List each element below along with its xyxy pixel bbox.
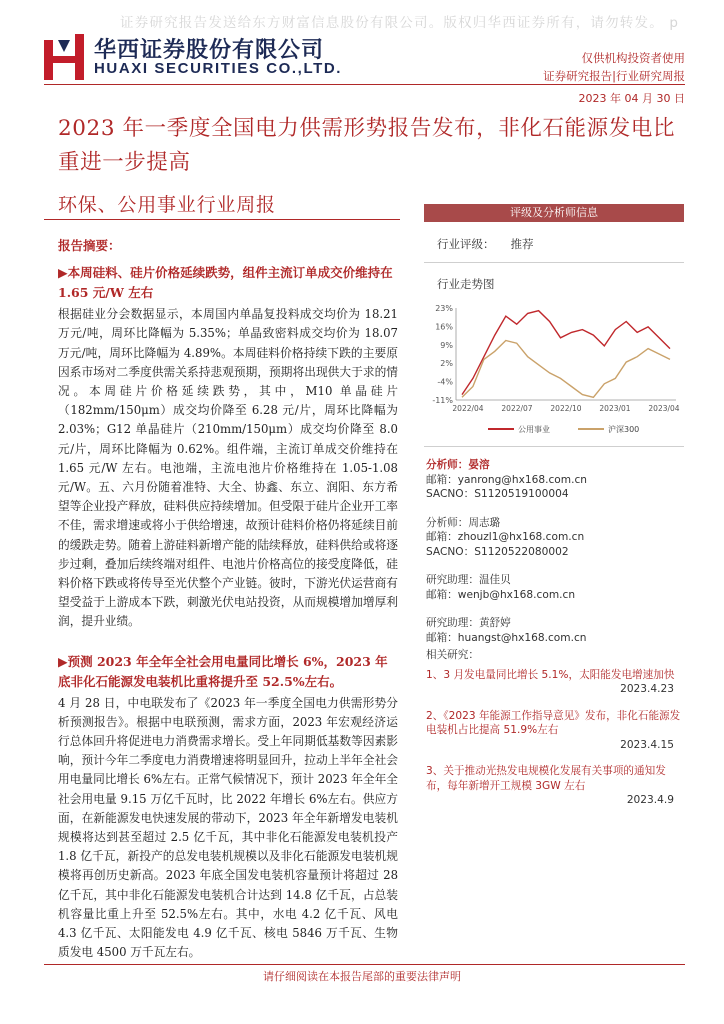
assistant-email[interactable]: 邮箱：huangst@hx168.com.cn (426, 631, 587, 644)
y-tick-label: -11% (432, 396, 453, 405)
industry-trend-chart (426, 298, 684, 438)
rating-divider (424, 262, 684, 263)
series-line-csi300 (462, 341, 670, 398)
watermark: 证券研究报告发送给东方财富信息股份有限公司。版权归华西证券所有，请勿转发。 p (120, 15, 680, 31)
abstract-column (58, 236, 398, 963)
analyst-role: 分析师：晏溶 (426, 459, 490, 471)
x-tick-label: 2023/04 (648, 404, 680, 413)
legend-label: 沪深300 (608, 425, 640, 434)
analyst-email[interactable]: 邮箱：yanrong@hx168.com.cn (426, 473, 587, 486)
legal-notice[interactable]: 请仔细阅读在本报告尾部的重要法律声明 (263, 970, 461, 983)
related-date: 2023.4.23 (620, 683, 674, 695)
y-tick-label: 23% (435, 304, 453, 313)
y-tick-label: -4% (437, 377, 453, 387)
section-1-body: 根据硅业分会数据显示，本周国内单晶复投料成交均价为 18.21 万元/吨，周环比降幅为 5.35%；单晶致密料成交均价为 18.07 万元/吨，周环比降幅为 4.89%。本周硅料价格持续下跌的主要原因系市场对二季度供需关系持悲观预期，预期将出现供大于求的情况。本周硅片价格延续跌势，其中，M10 单晶硅片（182mm/150μm）成交均价降至 6.28 元/片，周环比降幅为 2.03%；G12 单晶硅片（210mm/150μm）成交均价降至 8.0 元/片，周环比降幅为 0.62%。组件端，主流订单成交价维持在 1.65 元/W 左右。电池端，主流电池片价格维持在 1.05-1.08 元/W。五、六月份随着准特、大全、协鑫、东立、润阳、东方希望等企业投产释放，硅料供应持续增加。但受限于硅片企业开工率不佳，需求增速或将小于供给增速，故预计硅料价格仍将延续目前的缓跌走势。随着上游硅料新增产能的陆续释放，硅料供给或将逐步过剩，叠加后续终端对组件、电池片价格高位的接受度降低，硅料价格下跌或将传导至光伏整个产业链。彼时，下游光伏运营商有望受益于上游成本下跌，刺激光伏电站投资，从而规模增加增厚利润，提升业绩。 (58, 307, 398, 629)
abstract-label: 报告摘要： (58, 238, 121, 253)
report-title: 2023 年一季度全国电力供需形势报告发布，非化石能源发电比重进一步提高 (58, 116, 676, 175)
company-logo (44, 34, 84, 80)
rating-label: 行业评级： (437, 237, 495, 251)
y-tick-label: 16% (435, 322, 453, 332)
chart-divider (424, 446, 684, 447)
related-title[interactable]: 1、3 月发电量同比增长 5.1%，太阳能发电增速加快 (426, 668, 675, 681)
x-tick-label: 2022/04 (452, 404, 484, 413)
related-title[interactable]: 2、《2023 年能源工作指导意见》发布，非化石能源发电装机占比提高 51.9%左右 (426, 709, 681, 736)
audience-note: 仅供机构投资者使用 (581, 51, 685, 65)
analyst-1 (426, 458, 684, 502)
section-2-heading: ▶预测 2023 年全年全社会用电量同比增长 6%，2023 年底非化石能源发电装机比重将提升至 52.5%左右。 (58, 653, 388, 689)
x-tick-label: 2022/07 (501, 404, 533, 413)
industry-rating (437, 236, 534, 252)
assistant-role: 研究助理：黄舒婷 (426, 617, 511, 629)
company-name-en: HUAXI SECURITIES CO.,LTD. (94, 60, 343, 77)
analyst-sacno: SACNO：S1120519100004 (426, 488, 569, 500)
header-divider (44, 84, 685, 85)
assistant-email[interactable]: 邮箱：wenjb@hx168.com.cn (426, 588, 576, 601)
assistant-role: 研究助理：温佳贝 (426, 574, 511, 586)
analyst-email[interactable]: 邮箱：zhouzl1@hx168.com.cn (426, 531, 585, 543)
related-item[interactable] (426, 764, 684, 808)
analyst-2 (426, 516, 684, 560)
assistant-2 (426, 616, 684, 645)
analyst-sacno: SACNO：S1120522080002 (426, 545, 569, 558)
footer-divider (44, 964, 685, 965)
x-tick-label: 2022/10 (550, 404, 582, 413)
x-tick-label: 2023/01 (599, 404, 631, 413)
related-date: 2023.4.15 (620, 738, 674, 751)
report-type: 证券研究报告|行业研究周报 (543, 69, 685, 83)
report-date: 2023 年 04 月 30 日 (578, 92, 685, 105)
analyst-list (426, 458, 684, 645)
related-label: 相关研究： (426, 649, 479, 661)
related-title[interactable]: 3、关于推动光热发电规模化发展有关事项的通知发布，每年新增开工规模 3GW 左右 (426, 765, 666, 792)
company-name-cn: 华西证券股份有限公司 (94, 38, 325, 63)
y-tick-label: 2% (440, 359, 453, 369)
report-subtitle: 环保、公用事业行业周报 (58, 194, 276, 216)
section-2-body: 4 月 28 日，中电联发布了《2023 年一季度全国电力供需形势分析预测报告》。根据中电联预测，需求方面，2023 年宏观经济运行总体回升将促进电力消费需求增长。受上年同期低基数等因素影响，预计今年二季度电力消费增速将明显回升，拉动上半年全社会用电量同比增长 6%左右。正常气候情况下，预计 2023 年全年全社会用电量 9.15 万亿千瓦时，比 2022 年增长 6%左右。供应方面，在新能源发电快速发展的带动下，2023 年全年新增发电装机规模将达到甚至超过 2.5 亿千瓦，其中非化石能源发电装机投产 1.8 亿千瓦，新投产的总发电装机规模以及非化石能源发电装机规模将再创历史新高。2023 年底全国发电装机容量预计将超过 28 亿千瓦，其中非化石能源发电装机合计达到 14.8 亿千瓦，占总装机容量比重上升至 52.5%左右。其中，水电 4.2 亿千瓦、风电 4.3 亿千瓦、太阳能发电 4.9 亿千瓦、核电 5846 万千瓦、生物质发电 4500 万千瓦左右。 (58, 695, 398, 960)
rating-analyst-header: 评级及分析师信息 (424, 204, 684, 222)
related-research (426, 648, 684, 808)
assistant-1 (426, 573, 684, 602)
related-item[interactable] (426, 668, 684, 697)
legend-label: 公用事业 (518, 425, 550, 434)
analyst-role: 分析师：周志璐 (426, 516, 501, 529)
y-tick-label: 9% (440, 340, 453, 350)
trend-chart-label: 行业走势图 (437, 277, 495, 291)
related-date: 2023.4.9 (626, 794, 674, 806)
rating-value: 推荐 (510, 237, 534, 251)
section-1-heading: ▶本周硅料、硅片价格延续跌势，组件主流订单成交价维持在 1.65 元/W 左右 (58, 265, 393, 301)
related-item[interactable] (426, 709, 684, 753)
subtitle-divider (44, 219, 400, 220)
